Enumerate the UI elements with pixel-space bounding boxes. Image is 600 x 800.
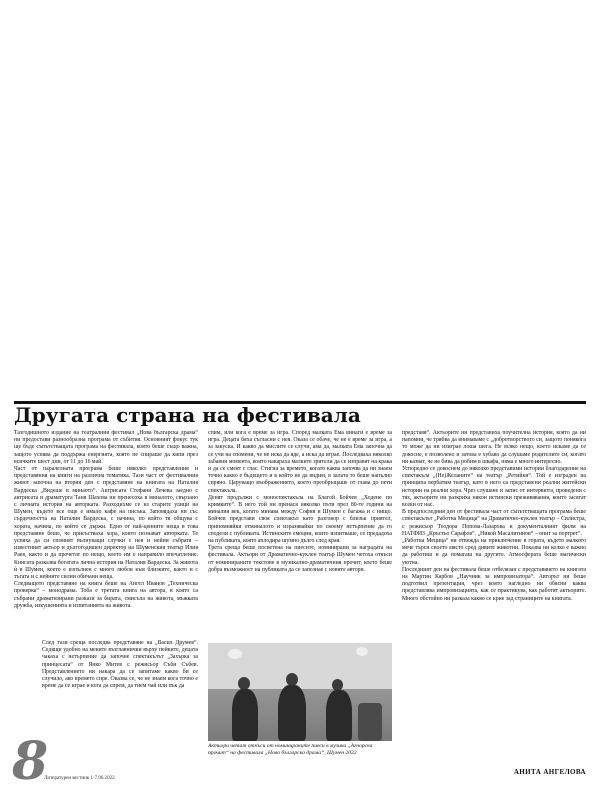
photo-figure (326, 690, 352, 741)
photo-lamp (356, 647, 368, 656)
article-paragraph: В предпоследния ден от фестивала част от съпътстващата програма беше спектакълът „Работна Мецица“ на Драматично-куклен театър – Силистра, с режисьор Теодора Попова-Лазарова и документалният филм на НАТФИЗ „Кръстьо Сарафов“. „Никой Масалитинов“ – опит за портрет“. (402, 509, 586, 537)
article-paragraph: представя“. Актьорите ни представиха поучителна история, която да ни напомни, че трябва да внимаваме с „добротворството си, защото понякога то може да ни изиграе лоша шега. Не всяко нещо, което искаме да се докосне, е позволено и затова е хубаво да слушаме родителите си, когато ни казват, че не бива да робим в шкафа, няма е много интересно. (402, 430, 586, 465)
article-paragraph: Следващото представяне на книга беше на Ангел Иванов „Техническа проверка“ – монодрама. Тоба е третата книга на автора, в която са събрани драматизирани разкази за бирата, смисъла на живота, мъжката дружба, изкушенията и изпитанията на живота. (14, 581, 198, 609)
article-paragraph: Последният ден на фестивала беше отбелязан с представянето на книгата на Мартин Карбов „Научник за импровизатора“. Авторът ни беше подготвил презентация, чрез която нагледно ни обясни каква представлява импровизацията, как се практикува, как работят актьорите. Много обстойно ни разказа какво се крие зад страниците на книгата. (402, 566, 586, 602)
photo-chair (358, 703, 382, 741)
article-author: АНИТА АНГЕЛОВА (513, 768, 586, 776)
article-paragraph: Денят продължи с моноспектакъла на Благой Бойчев „Ходене по кримките“. В него той ни пренася няколко пъти през 80-те години на миналия век, когато минава между София и Шумен с багажа и с нищо. Бойчев представи своя спектакъл като разговор с близък приятел, припомняйки отминалото и изразявайки по своему нетърпение да го сподели с публиката. Истинските емоции, които изпитваше, се предадоха на публиката, която аплодира шумно дълго след края. (208, 494, 392, 545)
article-column-3 (402, 430, 586, 752)
article-column-1-lower (42, 640, 198, 768)
photo-lamp (228, 649, 242, 659)
article-paragraph: Тазгодишното издание на театралния фестивал „Нова българска драма“ ни предостави разнообразна програма от събития. Основният фокус тук ще бъде съпътстващата програма на фестивала, която беше също важна, защото успява да поддържа енергията, която не спираше да кипи през всичките шест дни, от 11 до 16 май. (14, 430, 198, 465)
page-number: 8 (12, 731, 49, 792)
article-paragraph: „Работна Мецица“ ни отвежда на приключение в гората, където малкото мече търси своето място сред дивите животни. Показва ни колко е важно да работиш и да помагаш на другите. Атмосферата беше магически уютна. (402, 538, 586, 566)
festival-reading-photo (208, 643, 392, 741)
article-paragraph: След тази среща последва представяне на „Васил Друмев“. Седящи удобно на меките възглавнички върху пейките, децата чакаха с нетърпение да започне спектакълът „Захърка за принцесата“ от Янко Митев с режисьор Съби Събев. Представлението ни накара да се запитаме какво би се случило, ако времето спре. Оказва се, че не знаем кога точно е време да се играе и кога да спрем, да тием чай или пък да (42, 640, 198, 690)
article-paragraph: спим, или кога е време за игра. Според малката Ема винаги е време за игра. Децата бяха съгласни с нея. Оказа се обаче, че не е време за игра, а за закуска. И какво да мислите се случи, ама да, малката Ема започна да се учи на спомени, че не иска да яде, а иска да играе. Последваха няколко забавни момента, които накараха малките зрители да се изправят на крака и да се смеят с глас. Стигна за времето, когато каква започва да ни знаем точно какво е бъдещето и в който не да видим, в залата то беше напълно спряно. Царуващо въображението, което преобръщаше от глава до пети спектакъла. (208, 430, 392, 494)
article-paragraph: Успоредно се докоснем до няколко представими истории благодарение на спектакъла „(Не)Желаните“ на театър „Ретийки“. Той е изграден на принципа вербатим театър, като в него са представени реални житейски истории на реални хора. Чрез слушане и запис от интервюта, проведени с тях, актьорите ни разкриха някои истински преживявания, които засягат всеки от нас. (402, 466, 586, 509)
article-paragraph: Част от паралелната програма беше няколко представления и представяния на книги на различна тематика. Тази част от фестивалния живот започна на втория ден с представяне на книгата на Наталия Вардеска „Видеше в минаото“. Актрисата Стефани Лечева заедно с актрисата и драматурга Таня Шахова ни пренесоха в миналото, свързано с личната история на авторката. Разходихме се из старите улици на Шумен, където все още е имало кафе на писъка. Заповядаха ни със сърдечността на Наталия Вардеска, с начина, по който тя общува с хората, начина, по който се държи. Едно от най-ценните неща в това представяне беше, че присъстваха хора, които познават авторката. Те успяха да си спомнят вълнуващи случки с нея и нейни събратя – известният актьор и дългогодишен директор на Шуменския театър Илия Раев, както и да прочетат по нещо, което им е направило впечатление. Книгата разказва богатата лична история на Наталия Вардеска. За живота ѝ в Шумен, което е изпълнен с много любов към близките, както и с тъгата и с нейните силни обичани неща. (14, 466, 198, 581)
photo-caption: Актьори четат откъси от номинираните пиеси в музика „Агнорска прочит“ на фестивала „Нова българска драма“, Шумен 2022 (208, 743, 373, 756)
photo-figure (232, 689, 258, 741)
article-title: Другата страна на фестивала (14, 404, 361, 426)
article-paragraph: Трета среща беше посветена на пиесите, номинирани за наградата на фестивала. Актьори от Драматично-куклен театър Шумен четоха откъси от номинираните текстове в музикално-драматичния прочит, което беше добра възможност на публиката да се запознае с новите автори. (208, 545, 392, 573)
publication-footer: Литературен вестник 1-7.06.2022 (44, 776, 115, 781)
photo-figure (278, 685, 306, 741)
article-column-2 (208, 430, 392, 638)
